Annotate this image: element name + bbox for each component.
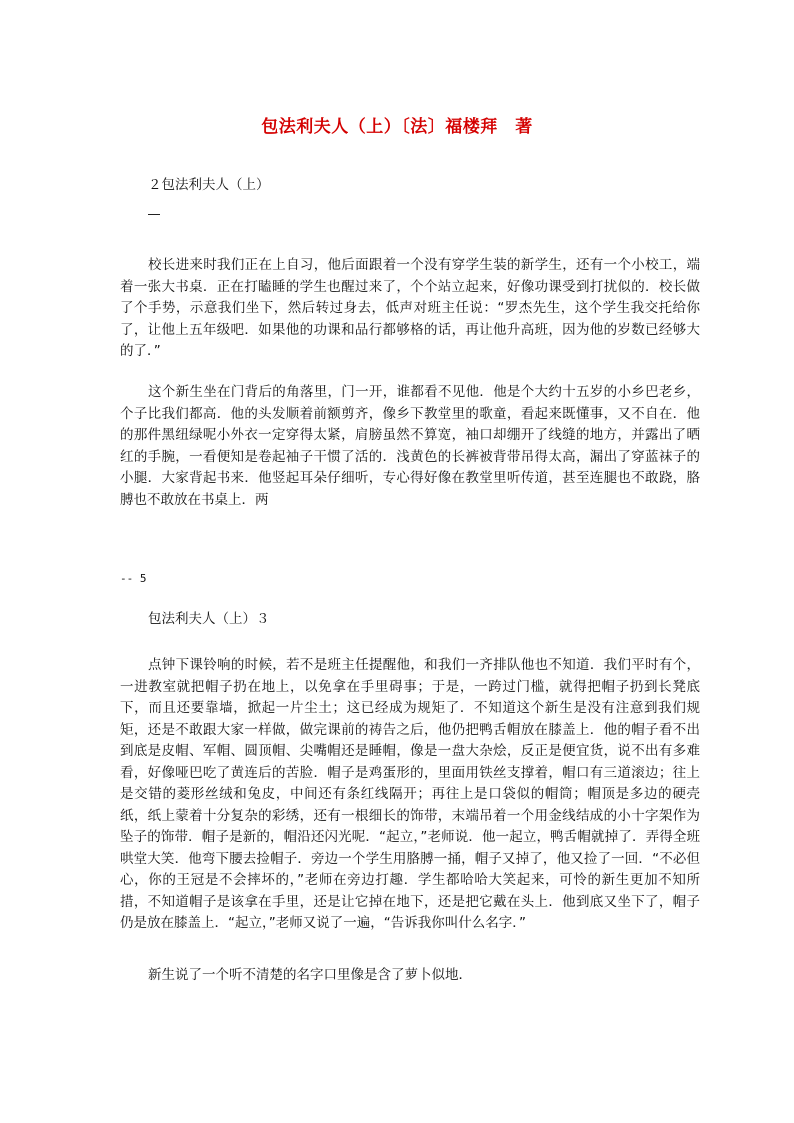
paragraph: 校长进来时我们正在上自习，他后面跟着一个没有穿学生装的新学生，还有一个小校工，端着一张大书桌．正在打瞌睡的学生也醒过来了，个个站立起来，好像功课受到打扰似的．校长做了个手势，示意我们坐下，然后转过身去，低声对班主任说：“罗杰先生，这个学生我交托给你了，让他上五年级吧．如果他的功课和品行都够格的话，再让他升高班，因为他的岁数已经够大的了．” [120,257,700,359]
paragraph: 点钟下课铃响的时候，若不是班主任提醒他，和我们一齐排队他也不知道．我们平时有个，一进教室就把帽子扔在地上，以免拿在手里碍事；于是，一跨过门槛，就得把帽子扔到长凳底下，而且还要靠墙，掀起一片尘土；这已经成为规矩了．不知道这个新生是没有注意到我们规矩，还是不敢跟大家一样做，做完课前的祷告之后，他仍把鸭舌帽放在膝盖上．他的帽子看不出到底是皮帽、军帽、圆顶帽、尖嘴帽还是睡帽，像是一盘大杂烩，反正是便宜货，说不出有多难看，好像哑巴吃了黄连后的苦脸．帽子是鸡蛋形的，里面用铁丝支撑着，帽口有三道滚边；往上是交错的菱形丝绒和兔皮，中间还有条红线隔开；再往上是口袋似的帽筒；帽顶是多边的硬壳纸，纸上蒙着十分复杂的彩绣，还有一根细长的饰带，末端吊着一个用金线结成的小十字架作为坠子的饰带．帽子是新的，帽沿还闪光呢．“起立，”老师说．他一起立，鸭舌帽就掉了．弄得全班哄堂大笑．他弯下腰去捡帽子．旁边一个学生用胳膊一捅，帽子又掉了，他又捡了一回．“不必但心，你的王冠是不会摔坏的，”老师在旁边打趣．学生都哈哈大笑起来，可怜的新生更加不知所措，不知道帽子是该拿在手里，还是让它掉在地下，还是把它戴在头上．他到底又坐下了，帽子仍是放在膝盖上．“起立，”老师又说了一遍，“告诉我你叫什么名字．” [120,657,700,931]
section-heading: 包法利夫人（上）３ [148,611,270,627]
page-title: 包法利夫人（上）〔法〕福楼拜 著 [261,117,533,137]
chapter-numeral [148,214,160,215]
paragraph: 这个新生坐在门背后的角落里，门一开，谁都看不见他．他是个大约十五岁的小乡巴老乡，个子比我们都高．他的头发顺着前额剪齐，像乡下教堂里的歌童，看起来既懂事，又不自在．他的那件黑纽绿呢小外衣一定穿得太紧，肩膀虽然不算宽，袖口却绷开了线缝的地方，并露出了晒红的手腕，一看便知是卷起袖子干惯了活的．浅黄色的长裤被背带吊得太高，漏出了穿蓝袜子的小腿．大家背起书来．他竖起耳朵仔细听，专心得好像在教堂里听传道，甚至连腿也不敢跷，胳膊也不敢放在书桌上．两 [120,384,700,508]
section-heading: ２包法利夫人（上） [148,177,270,193]
page-number: -- 5 [120,572,147,585]
paragraph: 新生说了一个听不清楚的名字口里像是含了萝卜似地． [148,967,472,983]
